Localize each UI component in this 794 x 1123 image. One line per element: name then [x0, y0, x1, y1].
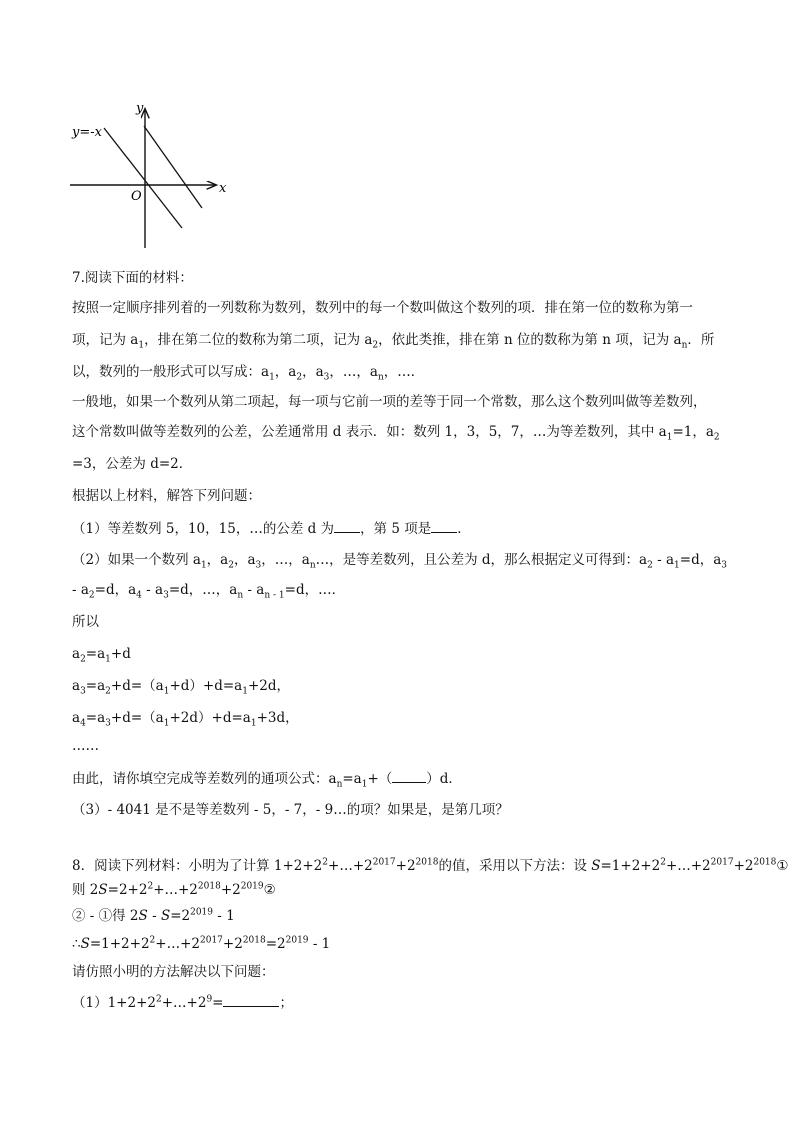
q7-general-formula: 由此，请你填空完成等差数列的通项公式：$a_n=a_1+$（ ）d． — [72, 768, 462, 789]
q7-para2-line3: =3，公差为 d=2． — [72, 456, 193, 472]
origin-label: O — [131, 189, 142, 204]
q7-sub1: （1）等差数列 5，10，15，…的公差 d 为 ，第 5 项是 ． — [72, 518, 471, 539]
line-y-eq-neg-x — [104, 128, 182, 228]
answer-blank-sum[interactable] — [223, 992, 279, 1007]
q7-eq2: $a_3=a_2+d=(a_1+d)+d=a_1+2d$， — [72, 678, 291, 697]
answer-blank-formula[interactable] — [392, 768, 426, 783]
q7-so: 所以 — [72, 614, 99, 630]
q8-line2: 则 $2S=2+2^2+\dots+2^{2018}+2^{2019}②$ — [72, 881, 276, 898]
q7-title: 7.阅读下面的材料： — [72, 270, 193, 286]
q7-para2-line2: 这个常数叫做等差数列的公差，公差通常用 d 表示．如：数列 1，3，5，7，…为等差数列，其中 $a_1=1$，$a_2$ — [72, 424, 720, 443]
parallel-line — [144, 126, 202, 208]
q7-para1-line3: 以，数列的一般形式可以写成：$a_1$，$a_2$，$a_3$，…，$a_n$，…． — [72, 364, 425, 383]
q8-line3: ② - ①得 $2S - S=2^{2019} - 1$ — [72, 907, 235, 924]
coordinate-graph — [60, 96, 240, 256]
q7-instruction: 根据以上材料，解答下列问题： — [72, 488, 261, 504]
q7-eq1: $a_2=a_1+d$ — [72, 646, 131, 665]
q7-sub2-line2: - $a_2=d$，$a_4 - a_3=d$，…，$a_n - a_{n - 1}=d$，…． — [72, 582, 346, 601]
q7-sub3: （3）- 4041 是不是等差数列 - 5，- 7，- 9…的项？如果是，是第几项？ — [72, 802, 509, 818]
answer-blank-5th-term[interactable] — [431, 518, 457, 533]
line-label: y=-x — [72, 125, 102, 140]
q8-line4: $\therefore S=1+2+2^2+\dots+2^{2017}+2^{2018}=2^{2019} - 1$ — [72, 935, 331, 952]
q7-sub2-line1: （2）如果一个数列 $a_1$，$a_2$，$a_3$，…，$a_n\dots$，是等差数列，且公差为 d，那么根据定义可得到：$a_2 - a_1=d$，$a_3$ — [72, 552, 728, 571]
q7-eq3: $a_4=a_3+d=(a_1+2d)+d=a_1+3d$， — [72, 710, 299, 729]
q8-line1: 8．阅读下列材料：小明为了计算 $1+2+2^2+\dots+2^{2017}+2^{2018}$的值，采用以下方法：设 $S=1+2+2^2+\dots+2^{2017}+2^{2018}①$ — [72, 857, 789, 874]
answer-blank-d[interactable] — [334, 518, 360, 533]
q7-para2-line1: 一般地，如果一个数列从第二项起，每一项与它前一项的差等于同一个常数，那么这个数列叫做等差数列， — [72, 394, 707, 410]
x-axis-label: x — [219, 181, 227, 196]
y-axis-label: y — [136, 101, 144, 116]
q7-ellipsis: …… — [72, 738, 99, 754]
q8-instruction: 请仿照小明的方法解决以下问题： — [72, 964, 275, 980]
q8-sub1: $(1)1+2+2^2+\dots+2^9=$ ； — [72, 992, 293, 1013]
q7-para1-line1: 按照一定顺序排列着的一列数称为数列，数列中的每一个数叫做这个数列的项．排在第一位的数称为第一 — [72, 300, 693, 316]
q7-para1-line2: 项，记为 $a_1$，排在第二位的数称为第二项，记为 $a_2$，依此类推，排在第 n 位的数称为第 n 项，记为 $a_n$．所 — [72, 332, 715, 351]
